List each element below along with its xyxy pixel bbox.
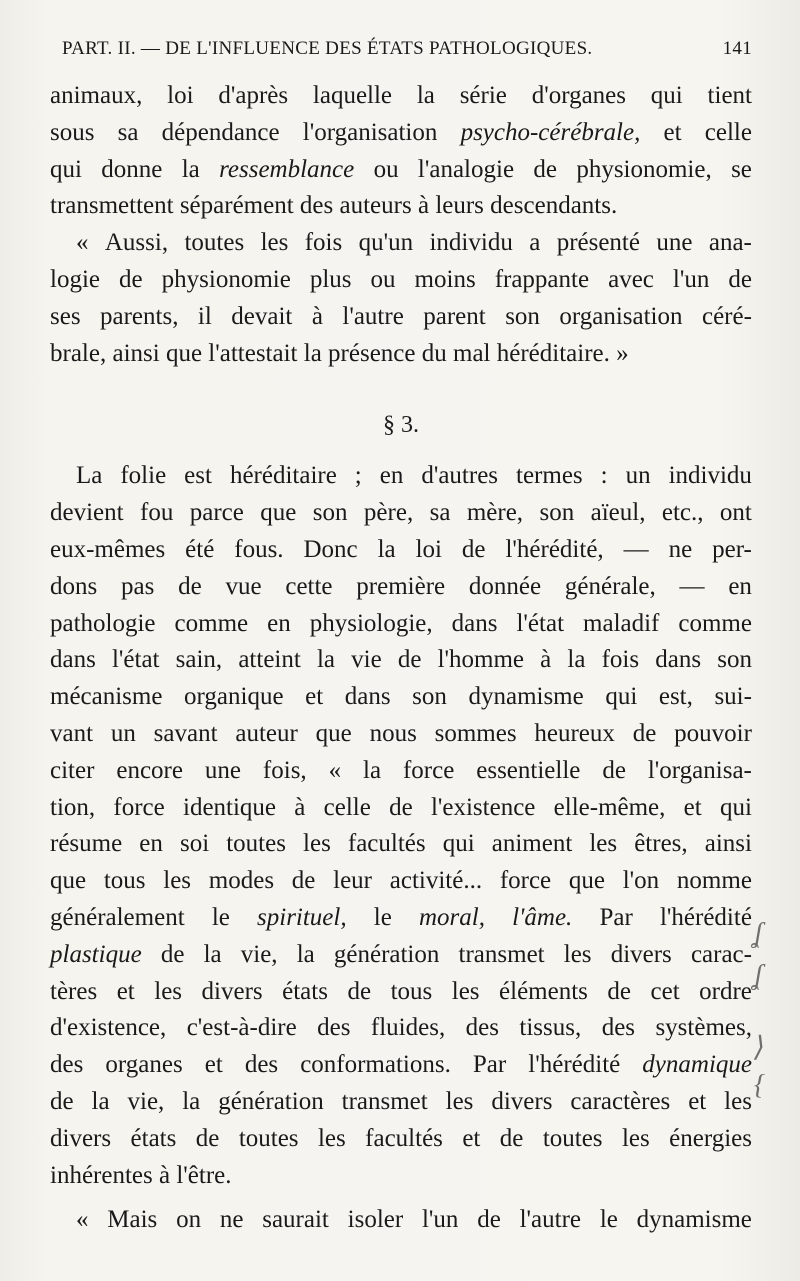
running-title: PART. II. — DE L'INFLUENCE DES ÉTATS PATHOLOGIQUES. <box>62 38 593 59</box>
text-line: plastique de la vie, la génération transmet les divers carac- <box>50 940 752 968</box>
section-heading: § 3. <box>383 412 419 439</box>
paragraph-2 <box>50 225 752 372</box>
body-text <box>50 78 752 1239</box>
text-line: mécanisme organique et dans son dynamisme qui est, sui- <box>50 683 752 711</box>
text-line: ses parents, il devait à l'autre parent son organisation céré- <box>50 302 752 330</box>
text-line: tion, force identique à celle de l'existence elle-même, et qui <box>50 793 752 821</box>
running-head <box>62 38 752 60</box>
text-line: d'existence, c'est-à-dire des fluides, des tissus, des systèmes, <box>50 1014 752 1042</box>
text-line: résume en soi toutes les facultés qui animent les êtres, ainsi <box>50 830 752 858</box>
text-line: citer encore une fois, « la force essentielle de l'organisa- <box>50 756 752 784</box>
text-line: sous sa dépendance l'organisation psycho-cérébrale, et celle <box>50 118 752 146</box>
paragraph-4 <box>50 1202 752 1239</box>
text-line: des organes et des conformations. Par l'hérédité dynamique <box>50 1051 752 1079</box>
text-line: vant un savant auteur que nous sommes heureux de pouvoir <box>50 719 752 747</box>
text-line: que tous les modes de leur activité... force que l'on nomme <box>50 867 752 895</box>
text-line: divers états de toutes les facultés et de toutes les énergies <box>50 1124 752 1152</box>
margin-mark: { <box>754 1070 766 1101</box>
text-line: logie de physionomie plus ou moins frappante avec l'un de <box>50 265 752 293</box>
text-line: de la vie, la génération transmet les divers caractères et les <box>50 1087 752 1115</box>
text-line: qui donne la ressemblance ou l'analogie de physionomie, se <box>50 155 752 183</box>
text-line: dons pas de vue cette première donnée générale, — en <box>50 572 752 600</box>
text-line: tères et les divers états de tous les éléments de cet ordre <box>50 977 752 1005</box>
text-line: pathologie comme en physiologie, dans l'état maladif comme <box>50 609 752 637</box>
margin-mark: ʆ <box>754 960 763 991</box>
page-number: 141 <box>722 38 752 59</box>
text-line: transmettent séparément des auteurs à leurs descendants. <box>50 192 618 220</box>
margin-mark: ⟩ <box>754 1032 765 1063</box>
text-line: La folie est héréditaire ; en d'autres termes : un individu <box>76 462 752 490</box>
text-line: dans l'état sain, atteint la vie de l'homme à la fois dans son <box>50 646 752 674</box>
text-line: inhérentes à l'être. <box>50 1161 232 1189</box>
text-line: « Mais on ne saurait isoler l'un de l'autre le dynamisme <box>76 1206 752 1234</box>
text-line: animaux, loi d'après laquelle la série d'organes qui tient <box>50 82 752 109</box>
text-line: devient fou parce que son père, sa mère, son aïeul, etc., ont <box>50 499 752 527</box>
text-line: brale, ainsi que l'attestait la présence du mal héréditaire. » <box>50 339 629 367</box>
text-line: eux-mêmes été fous. Donc la loi de l'hérédité, — ne per- <box>50 535 752 563</box>
paragraph-3 <box>50 458 752 1194</box>
text-line: « Aussi, toutes les fois qu'un individu a présenté une ana- <box>76 229 752 257</box>
text-line: généralement le spirituel, le moral, l'âme. Par l'hérédité <box>50 903 752 931</box>
paragraph-1 <box>50 78 752 225</box>
margin-mark: ʆ <box>754 918 763 949</box>
